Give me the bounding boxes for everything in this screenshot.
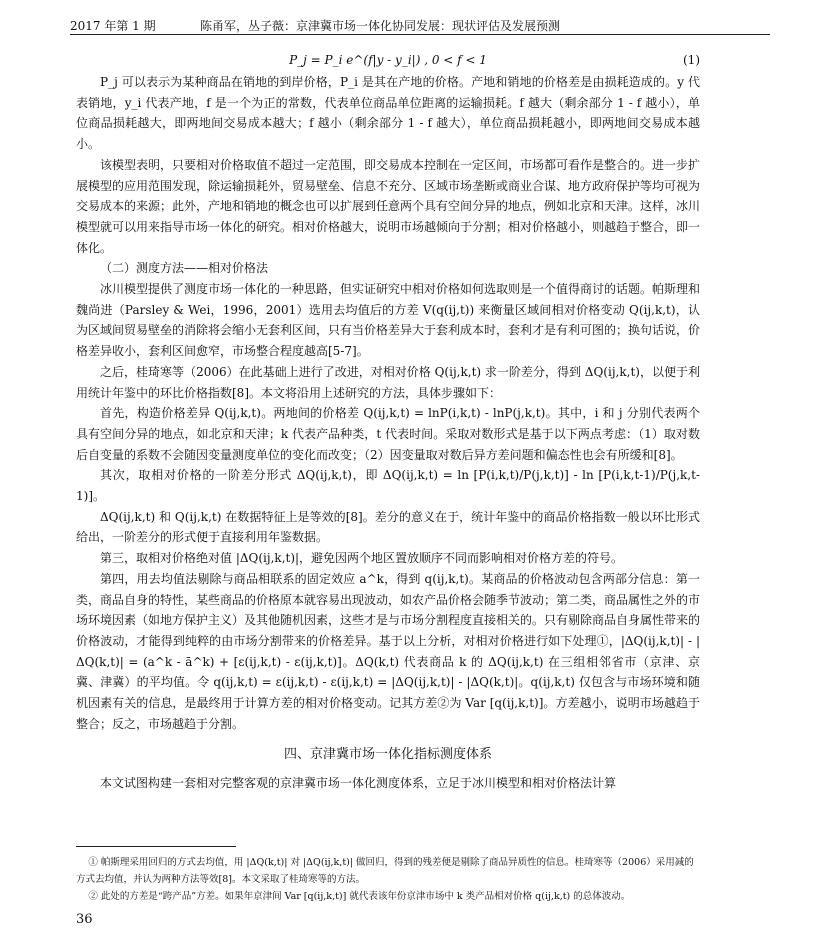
paragraph: 第四，用去均值法剔除与商品相联系的固定效应 a^k，得到 q(ij,k,t)。某商品的价格波动包含两部分信息：第一类，商品自身的特性，某些商品的价格原本就容易出现波动，如农产品价格会随季节波动；第二类，商品属性之外的市场环境因素（如地方保护主义）及其他随机因素，这些才是与市场分割程度直接相关的。只有剔除商品自身属性带来的价格波动，才能得到纯粹的由市场分割带来的价格差异。基于以上分析，对相对价格进行如下处理①，|ΔQ(ij,k,t)| - |ΔQ(k,t)| = (a^k - ā^k) + [ε(ij,k,t) - ε(ij,k,t)]。ΔQ(k,t) 代表商品 k 的 ΔQ(ij,k,t) 在三组相邻省市（京津、京冀、津冀）的平均值。令 q(ij,k,t) = ε(ij,k,t) - ε(ij,k,t) = |ΔQ(ij,k,t)| - |ΔQ(k,t)|。q(ij,k,t) 仅包含与市场环境和随机因素有关的信息，是最终用于计算方差的相对价格变动。记其方差②为 Var [q(ij,k,t)]。方差越小，说明市场越趋于整合；反之，市场越趋于分割。 <box>76 571 701 731</box>
footnote: ② 此处的方差是“跨产品”方差。如果年京津间 Var [q(ij,k,t)] 就代表该年份京津市场中 k 类产品相对价格 q(ij,k,t) 的总体波动。 <box>88 891 631 902</box>
equation-number: (1) <box>683 53 700 67</box>
equation-text: P_j = P_i e^(f|y - y_i|) , 0 < f < 1 <box>289 53 487 67</box>
issue-label: 2017 年第 1 期 <box>70 19 156 33</box>
equation-1 <box>76 48 700 72</box>
paragraph: 第三，取相对价格绝对值 |ΔQ(ij,k,t)|，避免因两个地区置放顺序不同而影响相对价格方差的符号。 <box>100 551 624 566</box>
running-header <box>70 12 770 35</box>
main-text <box>76 48 700 794</box>
page-number: 36 <box>76 912 93 927</box>
running-title: 陈甬军，丛子薇：京津冀市场一体化协同发展：现状评估及发展预测 <box>200 19 561 33</box>
paragraph: 冰川模型提供了测度市场一体化的一种思路，但实证研究中相对价格如何选取则是一个值得商讨的话题。帕斯理和魏尚进（Parsley & Wei，1996，2001）选用去均值后的方差 V(q(ij,t)) 来衡量区域间相对价格变动 Q(ij,k,t)，认为区域间贸易壁垒的消除将会缩小无套利区间，只有当价格差异大于套利成本时，套利才是有利可图的；换句话说，价格差异收小，套利区间愈窄，市场整合程度越高[5-7]。 <box>76 282 701 359</box>
paragraph: P_j 可以表示为某种商品在销地的到岸价格，P_i 是其在产地的价格。产地和销地的价格差是由损耗造成的。y 代表销地，y_i 代表产地，f 是一个为正的常数，代表单位商品单位距离的运输损耗。f 越大（剩余部分 1 - f 越小），单位商品损耗越大，即两地间交易成本越大；f 越小（剩余部分 1 - f 越大），单位商品损耗越小，即两地间交易成本越小。 <box>76 75 700 152</box>
paragraph: 本文试图构建一套相对完整客观的京津冀市场一体化测度体系，立足于冰川模型和相对价格法计算 <box>100 776 617 791</box>
subsection-title: （二）测度方法——相对价格法 <box>100 261 269 276</box>
paragraph: ΔQ(ij,k,t) 和 Q(ij,k,t) 在数据特征上是等效的[8]。差分的意义在于，统计年鉴中的商品价格指数一般以环比形式给出，一阶差分的形式便于直接利用年鉴数据。 <box>76 509 700 545</box>
paragraph: 之后，桂琦寒等（2006）在此基础上进行了改进，对相对价格 Q(ij,k,t) 求一阶差分，得到 ΔQ(ij,k,t)，以便于利用统计年鉴中的环比价格指数[8]。本文将沿用上述研究的方法，具体步骤如下： <box>76 364 700 400</box>
section-title: 四、京津冀市场一体化指标测度体系 <box>283 746 492 762</box>
paragraph: 该模型表明，只要相对价格取值不超过一定范围，即交易成本控制在一定区间，市场都可看作是整合的。进一步扩展模型的应用范围发现，除运输损耗外，贸易壁垒、信息不充分、区域市场垄断或商业合谋、地方政府保护等均可视为交易成本的来源；此外，产地和销地的概念也可以扩展到任意两个具有空间分异的地点，例如北京和天津。这样，冰川模型就可以用来指导市场一体化的研究。相对价格越大，说明市场越倾向于分割；相对价格越小，则越趋于整合，即一体化。 <box>76 157 701 255</box>
footnote: ① 帕斯理采用回归的方式去均值，用 |ΔQ(k,t)| 对 |ΔQ(ij,k,t)| 做回归，得到的残差便是剔除了商品异质性的信息。桂琦寒等（2006）采用减的方式去均值，并认为两种方法等效[8]。本文采取了桂琦寒等的方法。 <box>76 857 694 885</box>
footnotes <box>76 854 700 905</box>
footnote-divider <box>76 846 236 847</box>
paragraph: 其次，取相对价格的一阶差分形式 ΔQ(ij,k,t)，即 ΔQ(ij,k,t) = ln [P(i,k,t)/P(j,k,t)] - ln [P(i,k,t-1)/P(j,k,t-1)]。 <box>76 468 700 504</box>
paragraph: 首先，构造价格差异 Q(ij,k,t)。两地间的价格差 Q(ij,k,t) = lnP(i,k,t) - lnP(j,k,t)。其中，i 和 j 分别代表两个具有空间分异的地点，如北京和天津；k 代表产品种类，t 代表时间。采取对数形式是基于以下两点考虑：（1）取对数后自变量的系数不会随因变量测度单位的变化而改变；（2）因变量取对数后异方差问题和偏态性也会有所缓和[8]。 <box>76 406 700 462</box>
